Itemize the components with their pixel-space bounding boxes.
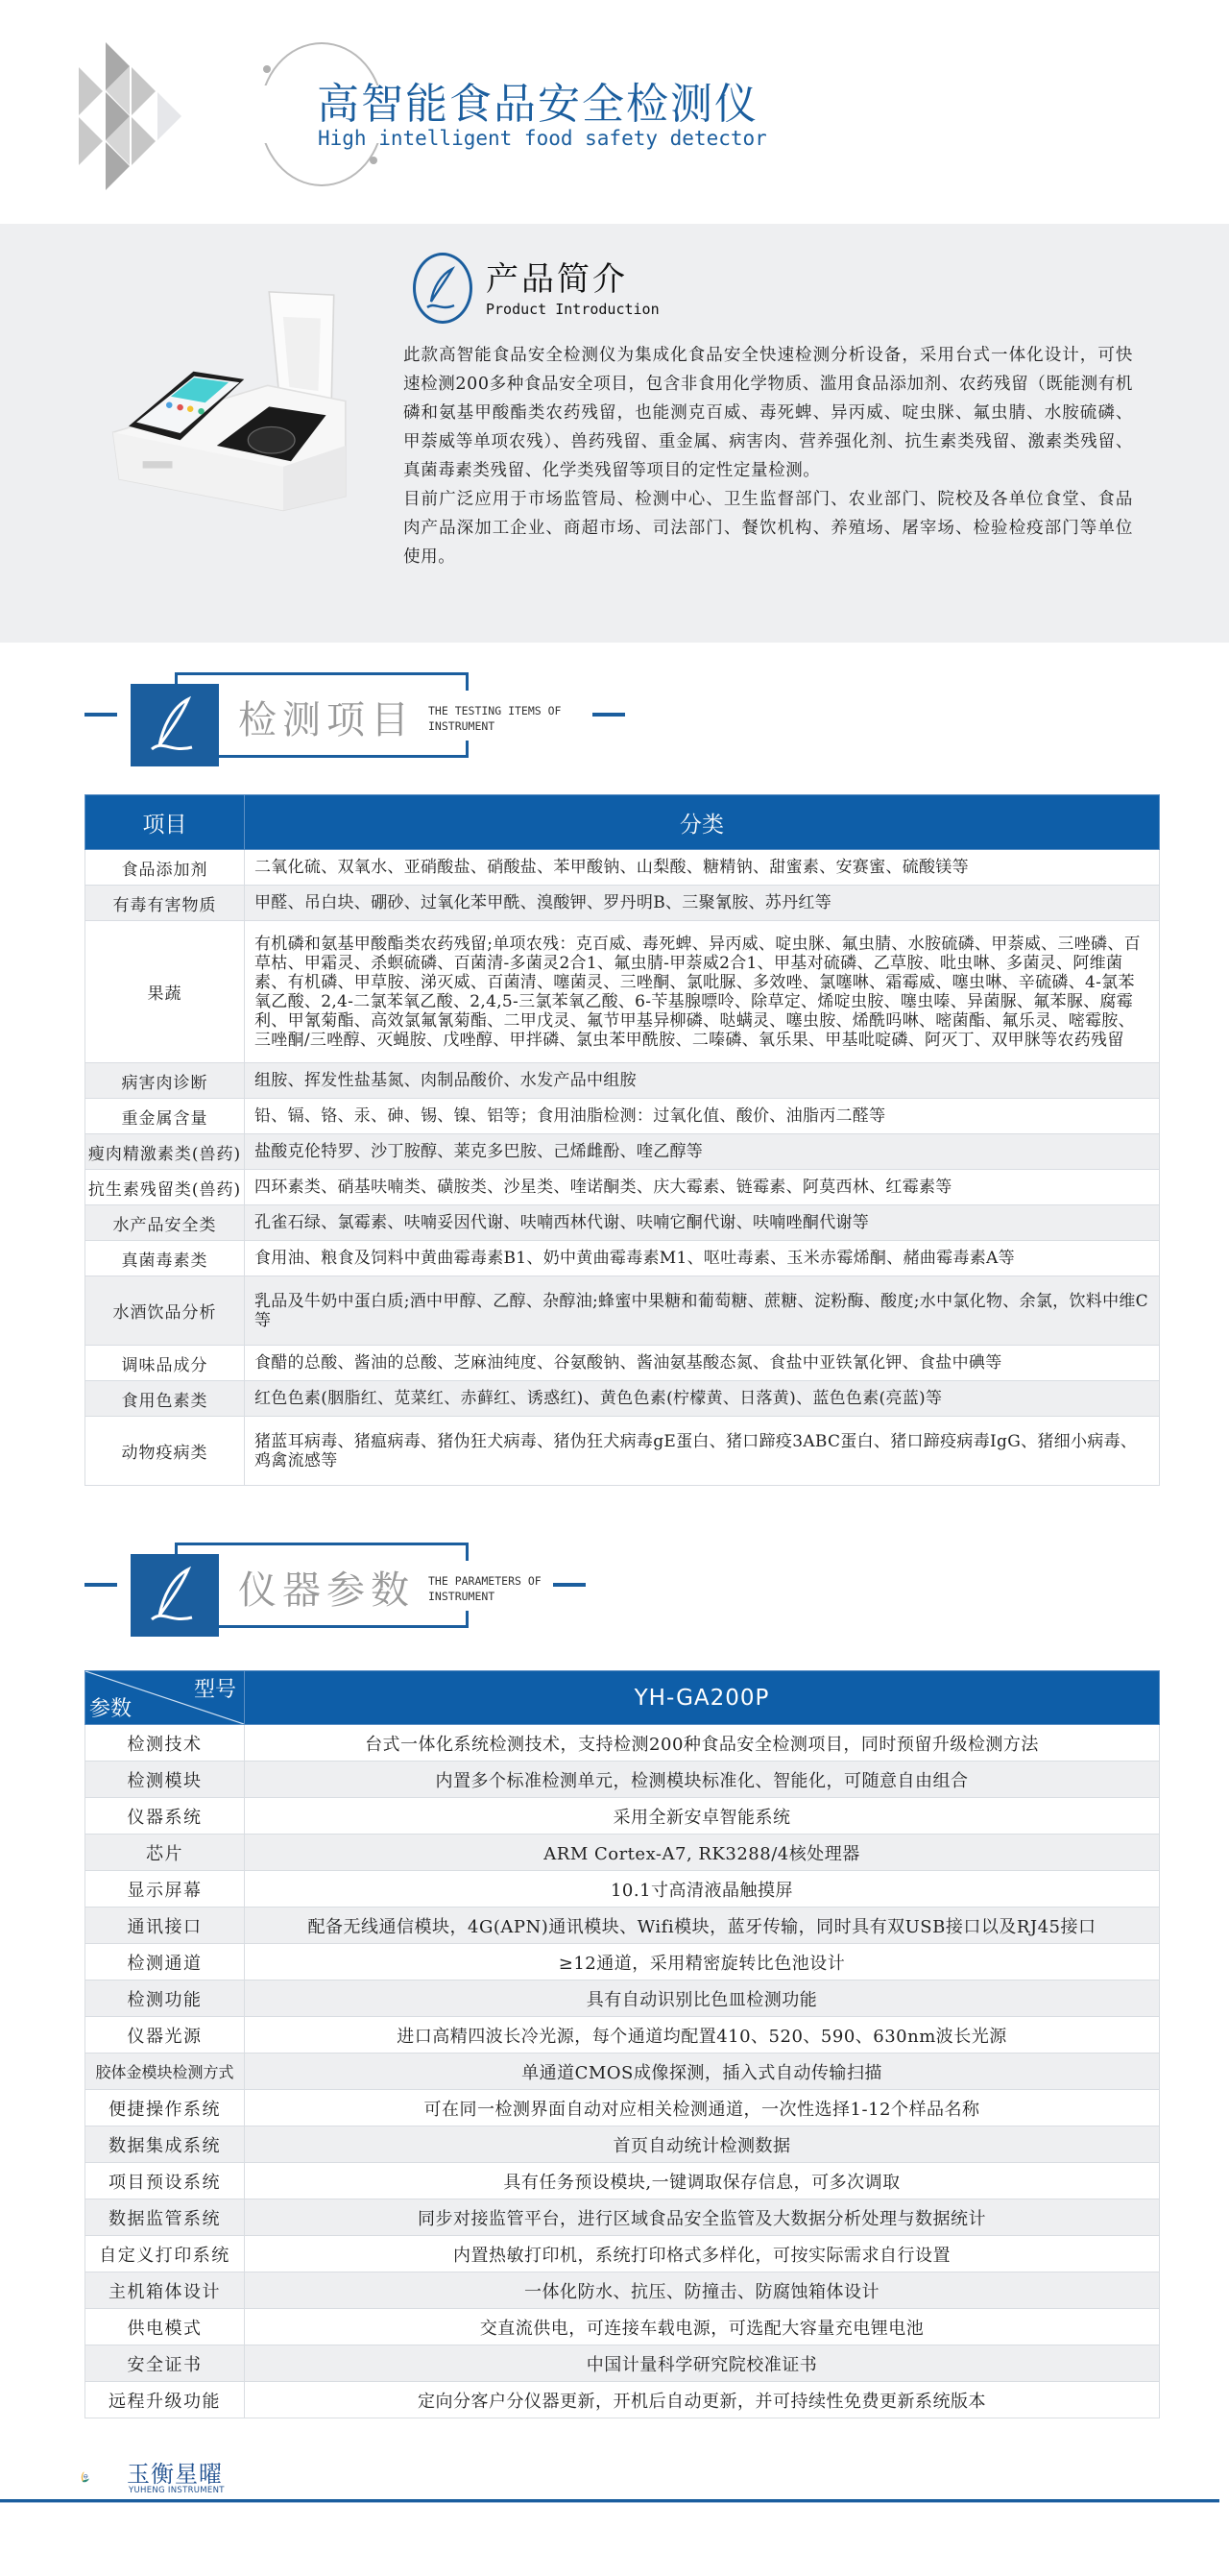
item-name: 食用色素类 <box>85 1381 245 1417</box>
param-name: 检测功能 <box>85 1981 245 2017</box>
table-row <box>85 2017 1160 2054</box>
param-value: 首页自动统计检测数据 <box>245 2126 1160 2163</box>
dash-left <box>84 713 117 717</box>
table-row <box>85 2236 1160 2272</box>
table-row <box>85 1346 1160 1381</box>
item-category: 盐酸克伦特罗、沙丁胺醇、莱克多巴胺、己烯雌酚、喹乙醇等 <box>245 1134 1160 1170</box>
intro-body <box>403 341 1133 571</box>
item-name: 瘦肉精激素类(兽药) <box>85 1134 245 1170</box>
param-value: 交直流供电，可连接车载电源，可选配大容量充电锂电池 <box>245 2309 1160 2345</box>
param-value: 内置热敏打印机，系统打印格式多样化，可按实际需求自行设置 <box>245 2236 1160 2272</box>
item-name: 水酒饮品分析 <box>85 1276 245 1346</box>
item-name: 果蔬 <box>85 921 245 1063</box>
param-name: 通讯接口 <box>85 1908 245 1944</box>
quill-badge-icon <box>131 684 219 766</box>
table-row <box>85 1170 1160 1205</box>
page-title: 高智能食品安全检测仪 <box>317 80 759 129</box>
table-row <box>85 2382 1160 2418</box>
table-row <box>85 2090 1160 2126</box>
item-name: 水产品安全类 <box>85 1205 245 1241</box>
param-name: 项目预设系统 <box>85 2163 245 2199</box>
item-name: 抗生素残留类(兽药) <box>85 1170 245 1205</box>
param-name: 便捷操作系统 <box>85 2090 245 2126</box>
corner-label-model: 型号 <box>193 1678 236 1702</box>
corner-label-param: 参数 <box>89 1697 133 1721</box>
param-name: 远程升级功能 <box>85 2382 245 2418</box>
table-row <box>85 1981 1160 2017</box>
quill-badge-icon <box>131 1554 219 1637</box>
param-name: 检测技术 <box>85 1725 245 1762</box>
table-row <box>85 1871 1160 1908</box>
item-category: 四环素类、硝基呋喃类、磺胺类、沙星类、喹诺酮类、庆大霉素、链霉素、阿莫西林、红霉素等 <box>245 1170 1160 1205</box>
brand-name: 玉衡星曜 <box>127 2461 223 2488</box>
item-name: 真菌毒素类 <box>85 1241 245 1276</box>
quill-logo-icon <box>413 253 472 324</box>
table-row <box>85 1205 1160 1241</box>
table-row <box>85 2163 1160 2199</box>
table-row <box>85 886 1160 921</box>
intro-paragraph: 此款高智能食品安全检测仪为集成化食品安全快速检测分析设备，采用台式一体化设计，可快速检测200多种食品安全项目，包含非食用化学物质、滥用食品添加剂、农药残留（既能测有机磷和氨基甲酸酯类农药残留，也能测克百威、毒死蜱、异丙威、啶虫脒、氟虫腈、水胺硫磷、甲萘威等单项农残）、兽药残留、重金属、病害肉、营养强化剂、抗生素类残留、激素类残留、真菌毒素类残留、化学类残留等项目的定性定量检测。 <box>403 346 1133 480</box>
hero-banner <box>0 0 1229 211</box>
table-row <box>85 2309 1160 2345</box>
item-name: 食品添加剂 <box>85 850 245 886</box>
table-row <box>85 921 1160 1063</box>
section-subtitle <box>428 703 561 734</box>
param-value: 具有任务预设模块,一键调取保存信息，可多次调取 <box>245 2163 1160 2199</box>
table-row <box>85 1381 1160 1417</box>
table-row <box>85 1417 1160 1486</box>
item-category: 甲醛、吊白块、硼砂、过氧化苯甲酰、溴酸钾、罗丹明B、三聚氰胺、苏丹红等 <box>245 886 1160 921</box>
intro-subheading: Product Introduction <box>486 301 660 318</box>
table-row <box>85 1134 1160 1170</box>
product-introduction <box>0 224 1229 643</box>
item-category: 红色色素(胭脂红、苋菜红、赤藓红、诱惑红)、黄色色素(柠檬黄、日落黄)、蓝色色素(亮蓝)等 <box>245 1381 1160 1417</box>
section-subtitle <box>428 1573 542 1604</box>
page-subtitle: High intelligent food safety detector <box>318 127 767 150</box>
item-category: 铅、镉、铬、汞、砷、锡、镍、铝等；食用油脂检测：过氧化值、酸价、油脂丙二醛等 <box>245 1099 1160 1134</box>
table-row <box>85 1908 1160 1944</box>
param-name: 芯片 <box>85 1835 245 1871</box>
section-subtitle-line: THE TESTING ITEMS OF <box>428 704 562 717</box>
table-row <box>85 2272 1160 2309</box>
param-value: 定向分客户分仪器更新，开机后自动更新，并可持续性免费更新系统版本 <box>245 2382 1160 2418</box>
param-value: 台式一体化系统检测技术，支持检测200种食品安全检测项目，同时预留升级检测方法 <box>245 1725 1160 1762</box>
item-name: 重金属含量 <box>85 1099 245 1134</box>
table-row <box>85 2126 1160 2163</box>
table-row <box>85 2199 1160 2236</box>
item-category: 食醋的总酸、酱油的总酸、芝麻油纯度、谷氨酸钠、酱油氨基酸态氮、食盐中亚铁氰化钾、食盐中碘等 <box>245 1346 1160 1381</box>
table-row <box>85 1099 1160 1134</box>
table-row <box>85 850 1160 886</box>
corner-header <box>85 1671 245 1725</box>
triangle-pattern-icon <box>79 42 204 196</box>
param-name: 检测模块 <box>85 1762 245 1798</box>
item-name: 病害肉诊断 <box>85 1063 245 1099</box>
param-name: 自定义打印系统 <box>85 2236 245 2272</box>
param-name: 主机箱体设计 <box>85 2272 245 2309</box>
param-value: 一体化防水、抗压、防撞击、防腐蚀箱体设计 <box>245 2272 1160 2309</box>
table-row <box>85 1944 1160 1981</box>
item-category: 有机磷和氨基甲酸酯类农药残留;单项农残：克百威、毒死蜱、异丙威、啶虫脒、氟虫腈、水胺硫磷、甲萘威、三唑磷、百草枯、甲霜灵、杀螟硫磷、百菌清-多菌灵2合1、氟虫腈-甲萘威2合1、甲基对硫磷、乙草胺、吡虫啉、多菌灵、阿维菌素、有机磷、甲草胺、涕灭威、百菌清、噻菌灵、三唑酮、氯吡脲、多效唑、氯噻啉、霜霉威、噻虫啉、辛硫磷、4-氯苯氧乙酸、2,4-二氯苯氧乙酸、2,4,5-三氯苯氧乙酸、6-苄基腺嘌呤、除草定、烯啶虫胺、噻虫嗪、异菌脲、氟苯脲、腐霉利、甲氰菊酯、高效氯氟氰菊酯、二甲戊灵、氟节甲基异柳磷、哒螨灵、噻虫胺、烯酰吗啉、嘧菌酯、氟乐灵、嘧霉胺、三唑酮/三唑醇、灭蝇胺、戊唑醇、甲拌磷、氯虫苯甲酰胺、二嗪磷、氧乐果、甲基吡啶磷、阿灭丁、双甲脒等农药残留 <box>245 921 1160 1063</box>
table-row <box>85 1762 1160 1798</box>
column-header-item: 项目 <box>85 795 245 850</box>
param-value: ≥12通道，采用精密旋转比色池设计 <box>245 1944 1160 1981</box>
param-name: 数据监管系统 <box>85 2199 245 2236</box>
dash-right <box>592 713 625 717</box>
table-row <box>85 1835 1160 1871</box>
section-subtitle-line: INSTRUMENT <box>428 719 495 733</box>
table-row <box>85 1725 1160 1762</box>
item-category: 孔雀石绿、氯霉素、呋喃妥因代谢、呋喃西林代谢、呋喃它酮代谢、呋喃唑酮代谢等 <box>245 1205 1160 1241</box>
model-header: YH-GA200P <box>245 1671 1160 1725</box>
item-category: 二氧化硫、双氧水、亚硝酸盐、硝酸盐、苯甲酸钠、山梨酸、糖精钠、甜蜜素、安赛蜜、硫酸镁等 <box>245 850 1160 886</box>
intro-heading: 产品简介 <box>486 260 628 299</box>
table-row <box>85 1276 1160 1346</box>
param-value: 可在同一检测界面自动对应相关检测通道，一次性选择1-12个样品名称 <box>245 2090 1160 2126</box>
column-header-category: 分类 <box>245 795 1160 850</box>
section-subtitle-line: INSTRUMENT <box>428 1590 495 1603</box>
testing-items-table <box>84 794 1160 1486</box>
param-name: 胶体金模块检测方式 <box>85 2054 245 2090</box>
param-name: 安全证书 <box>85 2345 245 2382</box>
param-name: 供电模式 <box>85 2309 245 2345</box>
param-value: 配备无线通信模块，4G(APN)通讯模块、Wifi模块，蓝牙传输，同时具有双USB接口以及RJ45接口 <box>245 1908 1160 1944</box>
table-row <box>85 2054 1160 2090</box>
param-name: 检测通道 <box>85 1944 245 1981</box>
testing-section-header <box>0 672 1229 788</box>
arc-dot-top <box>263 65 271 73</box>
param-value: 10.1寸高清液晶触摸屏 <box>245 1871 1160 1908</box>
item-category: 乳品及牛奶中蛋白质;酒中甲醇、乙醇、杂醇油;蜂蜜中果糖和葡萄糖、蔗糖、淀粉酶、酸度;水中氯化物、余氯，饮料中维C等 <box>245 1276 1160 1346</box>
item-category: 食用油、粮食及饲料中黄曲霉毒素B1、奶中黄曲霉毒素M1、呕吐毒素、玉米赤霉烯酮、赭曲霉毒素A等 <box>245 1241 1160 1276</box>
table-row <box>85 2345 1160 2382</box>
brand-name-en: YUHENG INSTRUMENT <box>129 2486 225 2495</box>
param-value: 采用全新安卓智能系统 <box>245 1798 1160 1835</box>
intro-paragraph: 目前广泛应用于市场监管局、检测中心、卫生监督部门、农业部门、院校及各单位食堂、食品肉产品深加工企业、商超市场、司法部门、餐饮机构、养殖场、屠宰场、检验检疫部门等单位使用。 <box>403 490 1133 567</box>
device-image <box>84 262 373 512</box>
dash-left <box>84 1583 117 1587</box>
param-name: 显示屏幕 <box>85 1871 245 1908</box>
param-value: 内置多个标准检测单元，检测模块标准化、智能化，可随意自由组合 <box>245 1762 1160 1798</box>
section-subtitle-line: THE PARAMETERS OF <box>428 1574 542 1588</box>
dash-right <box>553 1583 586 1587</box>
arc-dot-bottom <box>370 157 377 164</box>
params-section-header <box>0 1543 1229 1658</box>
table-row <box>85 1798 1160 1835</box>
brand-logo-icon <box>81 2453 121 2501</box>
section-title: 检测项目 <box>238 698 415 742</box>
param-name: 数据集成系统 <box>85 2126 245 2163</box>
item-name: 调味品成分 <box>85 1346 245 1381</box>
item-category: 组胺、挥发性盐基氮、肉制品酸价、水发产品中组胺 <box>245 1063 1160 1099</box>
item-category: 猪蓝耳病毒、猪瘟病毒、猪伪狂犬病毒、猪伪狂犬病毒gE蛋白、猪口蹄疫3ABC蛋白、猪口蹄疫病毒IgG、猪细小病毒、鸡禽流感等 <box>245 1417 1160 1486</box>
table-row <box>85 1241 1160 1276</box>
param-value: 同步对接监管平台，进行区域食品安全监管及大数据分析处理与数据统计 <box>245 2199 1160 2236</box>
param-name: 仪器系统 <box>85 1798 245 1835</box>
param-value: ARM Cortex-A7, RK3288/4核处理器 <box>245 1835 1160 1871</box>
param-value: 具有自动识别比色皿检测功能 <box>245 1981 1160 2017</box>
param-value: 单通道CMOS成像探测，插入式自动传输扫描 <box>245 2054 1160 2090</box>
param-name: 仪器光源 <box>85 2017 245 2054</box>
item-name: 有毒有害物质 <box>85 886 245 921</box>
section-title: 仪器参数 <box>238 1568 415 1613</box>
parameters-table <box>84 1670 1160 2418</box>
footer-divider-thin <box>0 2502 1219 2503</box>
param-value: 中国计量科学研究院校准证书 <box>245 2345 1160 2382</box>
item-name: 动物疫病类 <box>85 1417 245 1486</box>
table-row <box>85 1063 1160 1099</box>
param-value: 进口高精四波长冷光源，每个通道均配置410、520、590、630nm波长光源 <box>245 2017 1160 2054</box>
